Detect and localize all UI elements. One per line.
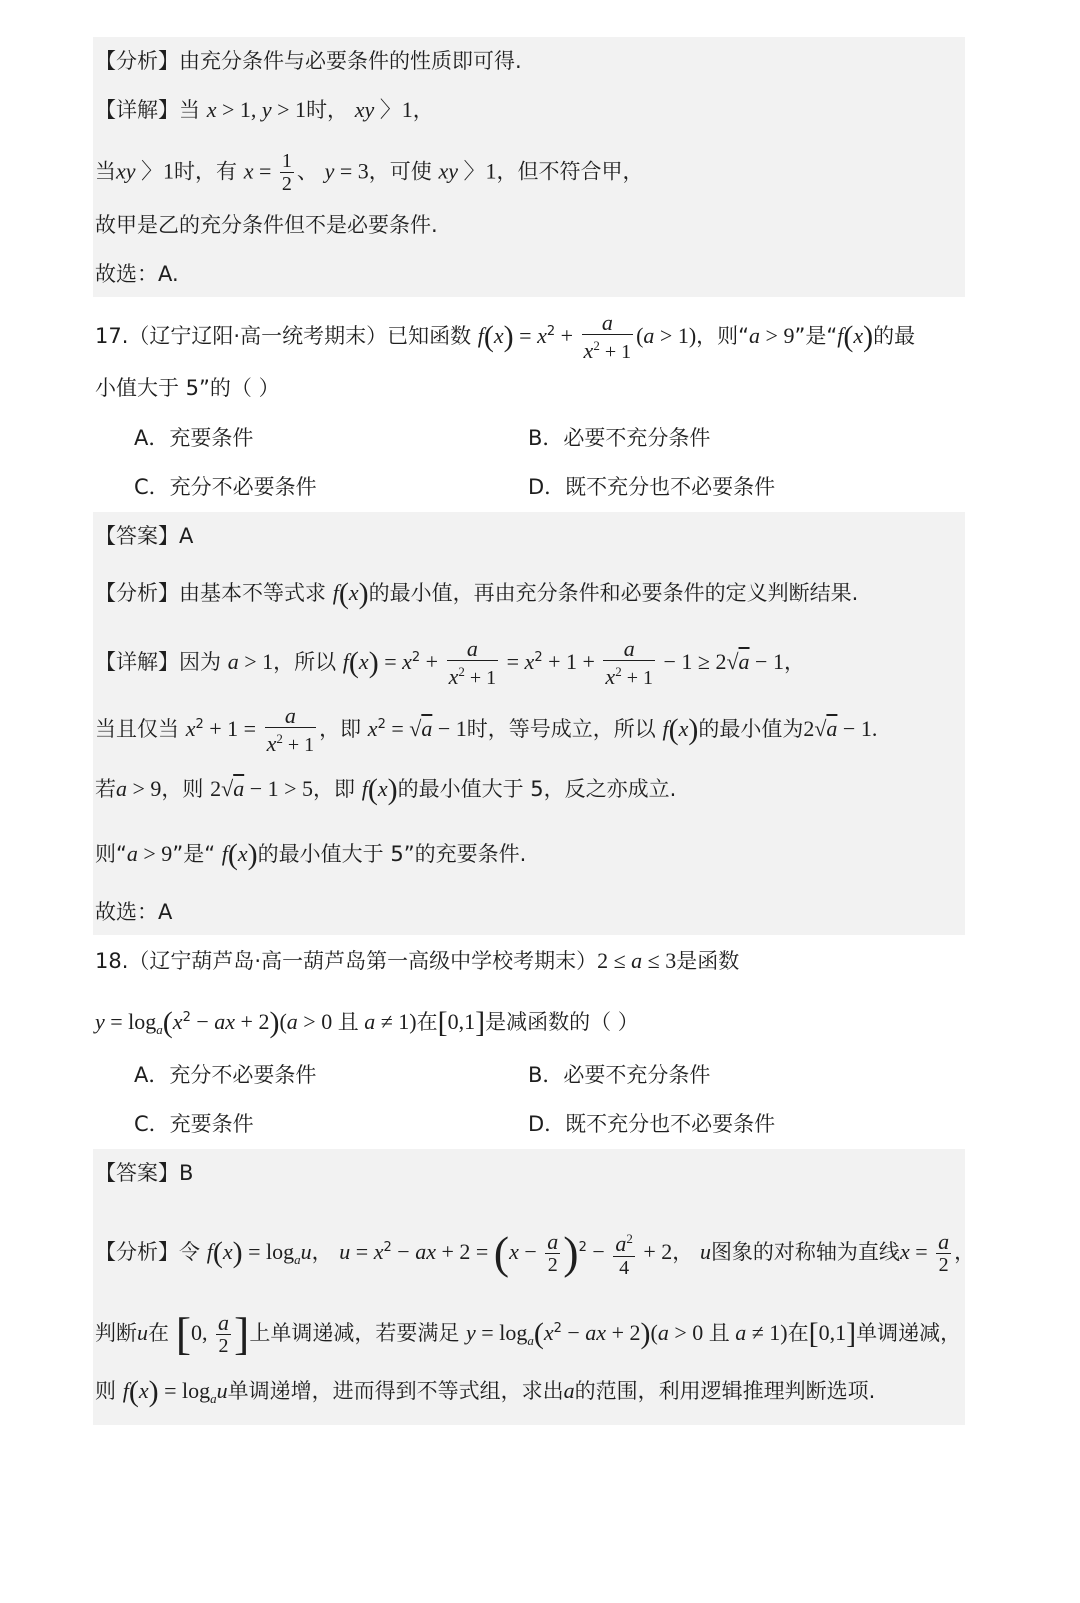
answer-label: 【答案】 — [95, 1161, 179, 1185]
q16-choose: 故选：A. — [95, 262, 179, 286]
q17-option-a: A．充要条件 — [134, 426, 254, 450]
answer-label: 【答案】 — [95, 524, 179, 548]
q16-detail-line-2: 当xy 〉1时，有 x = $\frac{1}{2}$ 、 y = 3，可使 xy 〉1，但不符合甲， — [95, 150, 644, 195]
q18-analysis-line-3: 则 $f(x) = \log_au$单调递增，进而得到不等式组，求出a的范围，利用逻辑推理判断选项. — [95, 1375, 876, 1408]
q16-analysis — [95, 46, 522, 76]
math-expression: x — [206, 97, 217, 122]
answer-value: B — [179, 1161, 194, 1185]
q17-detail-line-4: 则“a > 9”是“ f(x)的最小值大于 5”的充要条件. — [95, 838, 527, 871]
q18-option-a: A．充分不必要条件 — [134, 1063, 317, 1087]
q18-stem-line-2: $y = \log_a(x^2$ − ax + 2)(a > 0 且 a ≠ 1)在[0,1]是减函数的（ ） — [95, 1006, 639, 1039]
q16-detail-line-1: 【详解】当 x > 1, y > 1时， xy 〉1， — [95, 97, 434, 122]
q18-analysis-line-1: 【分析】令 $f(x) = \log_au$， $u = x^2$ − ax + 2 = (x − $\frac{a}{2}$ )$^2$ − $\frac{a^2}{4}$ + 2， u图象的对称轴为直线x = $\frac{a}{2}$ ， — [95, 1227, 976, 1279]
q17-detail-line-3: 若a > 9，则 2√a − 1 > 5，即 f(x)的最小值大于 5，反之亦成立. — [95, 773, 677, 806]
q17-stem-line-2: 小值大于 5”的（ ） — [95, 376, 280, 400]
q17-option-c: C．充分不必要条件 — [134, 475, 317, 499]
q18-option-b: B．必要不充分条件 — [528, 1063, 711, 1087]
q18-answer — [95, 1158, 193, 1188]
q17-stem-line-1: 17.（辽宁辽阳·高一统考期末）已知函数 $f(x) = x^2$ + $\frac{a}{x^2 + 1}$ (a > 1)，则“a > 9”是“f(x)的最 — [95, 309, 916, 363]
q18-analysis-line-2: 判断u在 [0, $\frac{a}{2}$ ]上单调递减，若要满足 $y = \log_a(x^2$ − ax + 2)(a > 0 且 a ≠ 1)在[0,1]单调递减， — [95, 1308, 962, 1359]
q17-answer — [95, 521, 193, 551]
q18-stem-line-1: 18.（辽宁葫芦岛·高一葫芦岛第一高级中学校考期末）2 ≤ a ≤ 3是函数 — [95, 948, 740, 973]
q17-analysis: 【分析】由基本不等式求 f(x)的最小值，再由充分条件和必要条件的定义判断结果. — [95, 577, 859, 610]
fraction: $\frac{a}{x^2 + 1}$ — [583, 309, 632, 363]
detail-label: 【详解】 — [95, 98, 179, 122]
q18-option-c: C．充要条件 — [134, 1112, 254, 1136]
analysis-text: 由充分条件与必要条件的性质即可得. — [179, 49, 522, 73]
analysis-label: 【分析】 — [95, 49, 179, 73]
q17-detail-line-1: 【详解】因为 a > 1，所以 $f(x) = x^2$ + $\frac{a}{x^2 + 1}$ = $x^2 + 1$ + $\frac{a}{x^2 + 1}$ − 1 ≥ 2√a − 1， — [95, 635, 805, 689]
q18-option-d: D．既不充分也不必要条件 — [528, 1112, 776, 1136]
q17-detail-line-2: 当且仅当 $x^2 + 1$ = $\frac{a}{x^2 + 1}$ ，即 $x^2 = √a - 1$时，等号成立，所以 f(x)的最小值为2√a − 1. — [95, 702, 878, 756]
answer-value: A — [179, 524, 194, 548]
q17-option-b: B．必要不充分条件 — [528, 426, 711, 450]
q17-choose: 故选：A — [95, 900, 173, 924]
q17-option-d: D．既不充分也不必要条件 — [528, 475, 776, 499]
fraction: $\frac{1}{2}$ — [281, 150, 292, 195]
q16-detail-line-3: 故甲是乙的充分条件但不是必要条件. — [95, 213, 438, 237]
